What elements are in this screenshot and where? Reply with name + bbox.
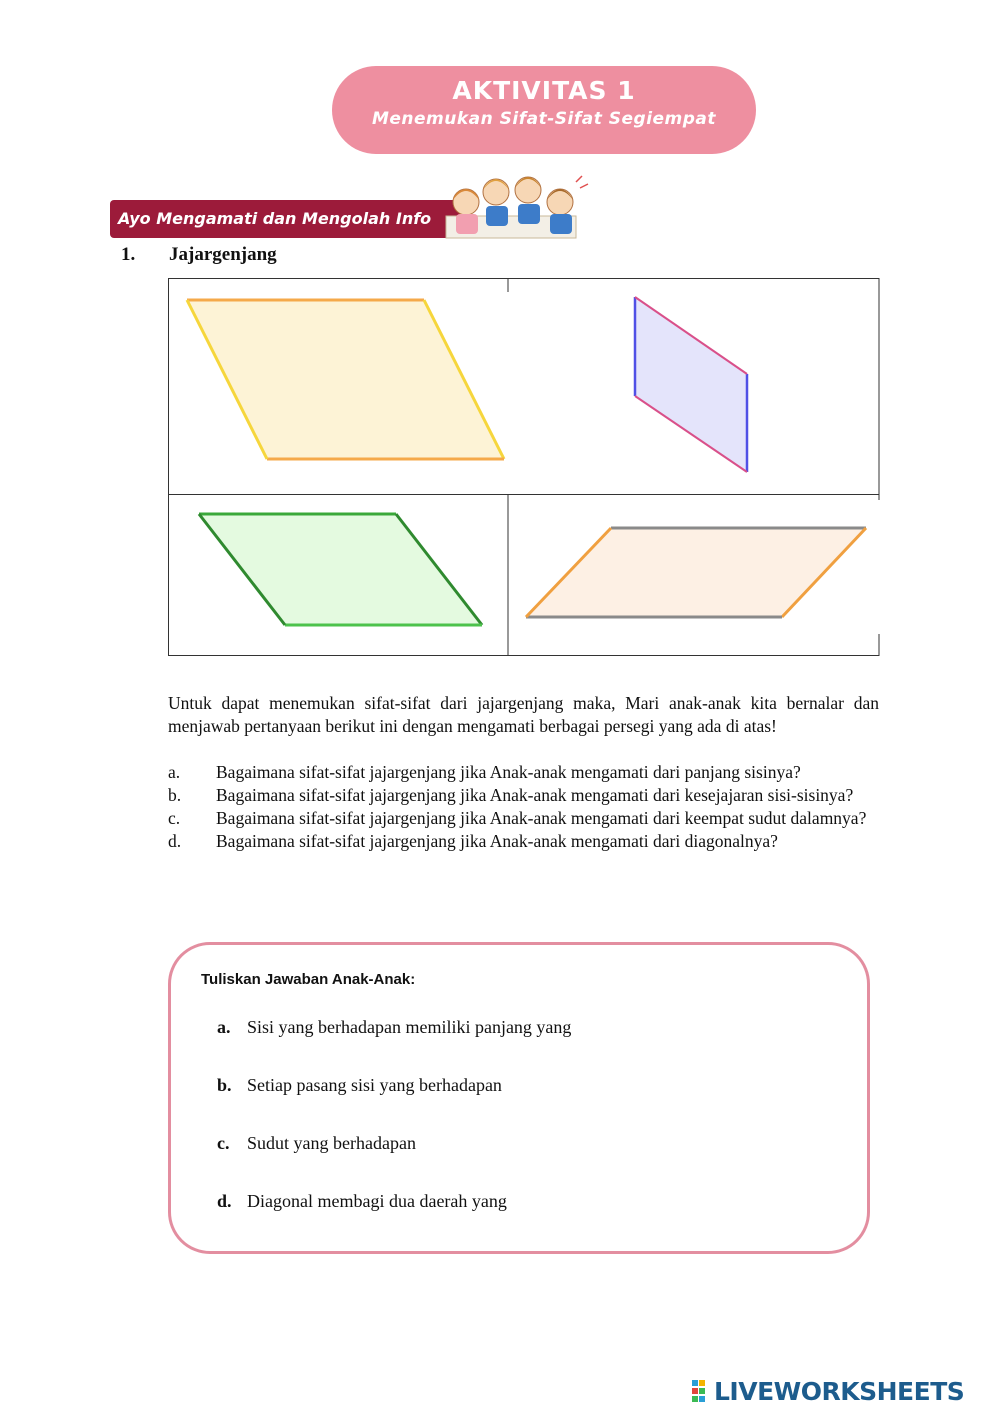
intro-paragraph: Untuk dapat menemukan sifat-sifat dari jajargenjang maka, Mari anak-anak kita bernalar dan menjawab pertanyaan berikut ini dengan mengamati berbagai persegi yang ada di atas! (168, 693, 879, 736)
question-item (168, 830, 879, 853)
answer-text: Diagonal membagi dua daerah yang (247, 1191, 507, 1211)
answer-item-a[interactable] (217, 1017, 571, 1038)
question-item (168, 784, 879, 807)
question-label: b. (168, 785, 182, 805)
purple-parallelogram (635, 297, 747, 472)
liveworksheets-logo-text: LIVEWORKSHEETS (714, 1376, 965, 1406)
answer-text: Sudut yang berhadapan (247, 1133, 416, 1153)
question-item (168, 807, 879, 830)
answer-label: b. (217, 1075, 232, 1095)
activity-subtitle: Menemukan Sifat-Sifat Segiempat (371, 109, 717, 129)
answer-item-d[interactable] (217, 1191, 507, 1212)
yellow-parallelogram (187, 300, 504, 459)
answer-label: d. (217, 1191, 232, 1211)
question-label: a. (168, 762, 181, 782)
question-label: c. (168, 808, 181, 828)
question-text: Bagaimana sifat-sifat jajargenjang jika Anak-anak mengamati dari keempat sudut dalamnya? (216, 808, 867, 828)
question-text: Bagaimana sifat-sifat jajargenjang jika Anak-anak mengamati dari diagonalnya? (216, 831, 778, 851)
question-item (168, 761, 879, 784)
section-heading (121, 244, 277, 266)
students-illustration-icon (436, 172, 596, 244)
green-parallelogram (199, 514, 482, 625)
section-number: 1. (121, 244, 136, 265)
parallelogram-figures (168, 278, 880, 656)
orange-parallelogram (526, 528, 866, 617)
answer-item-c[interactable] (217, 1133, 416, 1154)
section-title: Jajargenjang (169, 244, 277, 265)
answer-text: Setiap pasang sisi yang berhadapan (247, 1075, 502, 1095)
question-label: d. (168, 831, 182, 851)
answer-title: Tuliskan Jawaban Anak-Anak: (201, 971, 416, 988)
activity-title-pill (332, 66, 756, 154)
section-banner: Ayo Mengamati dan Mengolah Info (110, 200, 470, 238)
answer-box (168, 942, 870, 1254)
liveworksheets-logo-icon (692, 1380, 712, 1402)
activity-title: AKTIVITAS 1 (452, 76, 636, 105)
question-text: Bagaimana sifat-sifat jajargenjang jika Anak-anak mengamati dari kesejajaran sisi-sisinya? (216, 785, 854, 805)
answer-label: a. (217, 1017, 231, 1037)
answer-label: c. (217, 1133, 230, 1153)
question-text: Bagaimana sifat-sifat jajargenjang jika Anak-anak mengamati dari panjang sisinya? (216, 762, 801, 782)
liveworksheets-logo[interactable] (692, 1376, 992, 1406)
answer-item-b[interactable] (217, 1075, 502, 1096)
answer-text: Sisi yang berhadapan memiliki panjang yang (247, 1017, 572, 1037)
question-list (168, 761, 879, 853)
